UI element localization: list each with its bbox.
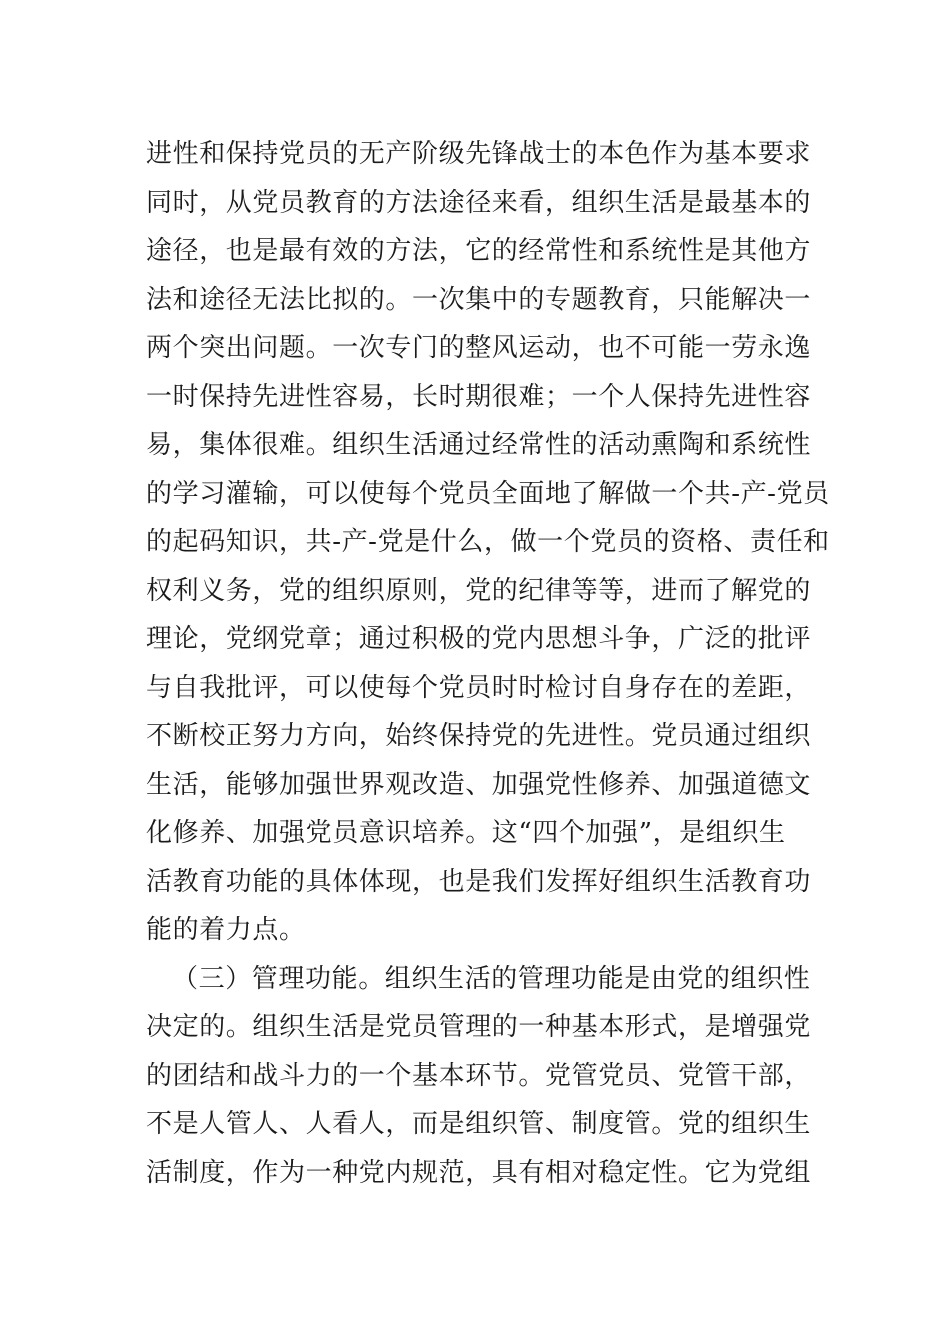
text-line: 活教育功能的具体体现，也是我们发挥好组织生活教育功 [146,866,812,897]
text-line: 与自我批评，可以使每个党员时时检讨自身存在的差距， [146,672,812,703]
text-line: 的团结和战斗力的一个基本环节。党管党员、党管干部， [146,1060,812,1091]
text-line: 不断校正努力方向，始终保持党的先进性。党员通过组织 [146,721,812,751]
text-line: 权利义务，党的组织原则，党的纪律等等，进而了解党的 [146,575,812,606]
text-line: 的起码知识，共-产-党是什么，做一个党员的资格、责任和 [146,527,830,557]
text-line: 法和途径无法比拟的。一次集中的专题教育，只能解决一 [146,284,812,315]
text-line: 活制度，作为一种党内规范，具有相对稳定性。它为党组 [146,1157,812,1188]
text-line: 一时保持先进性容易，长时期很难；一个人保持先进性容 [146,381,812,412]
text-line: 途径，也是最有效的方法，它的经常性和系统性是其他方 [146,236,812,266]
text-line: 的学习灌输，可以使每个党员全面地了解做一个共-产-党员 [146,478,830,509]
document-body [146,130,830,1197]
text-line: 两个突出问题。一次专门的整风运动，也不可能一劳永逸 [146,333,812,363]
text-line: 进性和保持党员的无产阶级先锋战士的本色作为基本要求 [146,139,812,169]
text-line: 决定的。组织生活是党员管理的一种基本形式，是增强党 [146,1012,812,1042]
text-line: 生活，能够加强世界观改造、加强党性修养、加强道德文 [146,769,812,800]
text-line: 化修养、加强党员意识培养。这“四个加强”，是组织生 [146,818,786,848]
text-line: 易，集体很难。组织生活通过经常性的活动熏陶和系统性 [146,430,812,460]
text-line: 不是人管人、人看人，而是组织管、制度管。党的组织生 [146,1109,812,1139]
text-line: 理论，党纲党章；通过积极的党内思想斗争，广泛的批评 [146,624,812,654]
text-line: 能的着力点。 [146,915,306,945]
section-heading-line: （三）管理功能。组织生活的管理功能是由党的组织性 [172,963,811,994]
text-line: 同时，从党员教育的方法途径来看，组织生活是最基本的 [146,187,812,218]
